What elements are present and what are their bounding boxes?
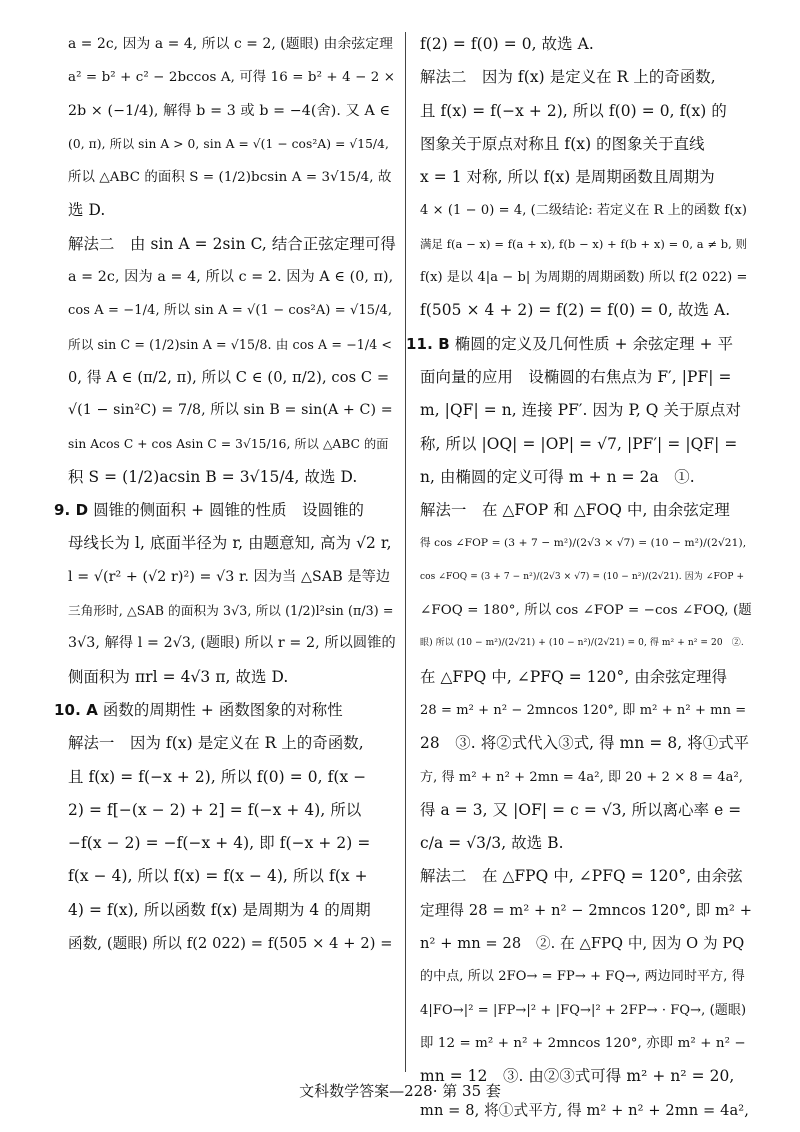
text-line: m, |QF| = n, 连接 PF′. 因为 P, Q 关于原点对 [420, 401, 741, 420]
text-line: 函数, (题眼) 所以 f(2 022) = f(505 × 4 + 2) = [68, 935, 393, 953]
text-line: f(x) 是以 4|a − b| 为周期的周期函数) 所以 f(2 022) = [420, 270, 748, 286]
text-line: −f(x − 2) = −f(−x + 4), 即 f(−x + 2) = [68, 834, 371, 853]
text-line: 解法二 由 sin A = 2sin C, 结合正弦定理可得 [68, 234, 396, 253]
question-topic: 椭圆的定义及几何性质 + 余弦定理 + 平 [454, 334, 734, 353]
text-line: mn = 12 ③. 由②③式可得 m² + n² = 20, [420, 1067, 735, 1086]
text-line: l = √(r² + (√2 r)²) = √3 r. 因为当 △SAB 是等边 [68, 568, 391, 585]
text-line: 0, 得 A ∈ (π/2, π), 所以 C ∈ (0, π/2), cos C = [68, 368, 390, 386]
column-divider [405, 32, 406, 1072]
text-line: 解法二 因为 f(x) 是定义在 R 上的奇函数, [420, 68, 716, 87]
question-number: 9. D [54, 501, 89, 520]
text-line: 4 × (1 − 0) = 4, (二级结论: 若定义在 R 上的函数 f(x) [420, 203, 748, 219]
text-line: 眼) 所以 (10 − m²)/(2√21) + (10 − n²)/(2√21) = 0, 得 m² + n² = 20 ②. [420, 638, 744, 649]
text-line: 解法二 在 △FPQ 中, ∠PFQ = 120°, 由余弦 [420, 867, 743, 886]
text-line: 4|FO→|² = |FP→|² + |FQ→|² + 2FP→ · FQ→, (题眼) [420, 1002, 747, 1018]
text-line: 解法一 在 △FOP 和 △FOQ 中, 由余弦定理 [420, 501, 730, 520]
text-line: 28 = m² + n² − 2mncos 120°, 即 m² + n² + mn = [420, 702, 747, 718]
text-line: cos ∠FOQ = (3 + 7 − n²)/(2√3 × √7) = (10 − n²)/(2√21). 因为 ∠FOP + [420, 571, 745, 582]
text-line: a = 2c, 因为 a = 4, 所以 c = 2, (题眼) 由余弦定理 [68, 36, 394, 52]
text-line: 母线长为 l, 底面半径为 r, 由题意知, 高为 √2 r, [68, 534, 392, 553]
text-line: 得 cos ∠FOP = (3 + 7 − m²)/(2√3 × √7) = (10 − m²)/(2√21), [420, 537, 747, 550]
question-number: 11. B [406, 334, 450, 353]
text-line: 方, 得 m² + n² + 2mn = 4a², 即 20 + 2 × 8 = 4a², [420, 769, 744, 785]
text-line: 28 ③. 将②式代入③式, 得 mn = 8, 将①式平 [420, 734, 750, 753]
text-line: cos A = −1/4, 所以 sin A = √(1 − cos²A) = √15/4, [68, 303, 393, 319]
text-line: f(505 × 4 + 2) = f(2) = f(0) = 0, 故选 A. [420, 301, 731, 320]
text-line: 即 12 = m² + n² + 2mncos 120°, 亦即 m² + n² − [420, 1035, 746, 1051]
text-line: 面向量的应用 设椭圆的右焦点为 F′, |PF| = [420, 367, 732, 386]
text-line: f(2) = f(0) = 0, 故选 A. [420, 35, 594, 53]
text-line: a² = b² + c² − 2bccos A, 可得 16 = b² + 4 − 2 × [68, 70, 396, 86]
text-line: 称, 所以 |OQ| = |OP| = √7, |PF′| = |QF| = [420, 434, 738, 453]
question-11-heading [406, 328, 752, 361]
text-line: 图象关于原点对称且 f(x) 的图象关于直线 [420, 134, 705, 153]
text-line: 3√3, 解得 l = 2√3, (题眼) 所以 r = 2, 所以圆锥的 [68, 635, 396, 652]
text-line: 侧面积为 πrl = 4√3 π, 故选 D. [68, 667, 289, 686]
text-line: f(x − 4), 所以 f(x) = f(x − 4), 所以 f(x + [68, 867, 368, 886]
text-line: x = 1 对称, 所以 f(x) 是周期函数且周期为 [420, 168, 715, 187]
text-line: 2) = f[−(x − 2) + 2] = f(−x + 4), 所以 [68, 800, 362, 819]
text-line: 且 f(x) = f(−x + 2), 所以 f(0) = 0, f(x − [68, 767, 367, 786]
left-column [54, 28, 396, 960]
text-line: √(1 − sin²C) = 7/8, 所以 sin B = sin(A + C) = [68, 402, 393, 419]
text-line: 且 f(x) = f(−x + 2), 所以 f(0) = 0, f(x) 的 [420, 101, 727, 120]
text-line: 定理得 28 = m² + n² − 2mncos 120°, 即 m² + [420, 901, 752, 919]
text-line: 解法一 因为 f(x) 是定义在 R 上的奇函数, [68, 734, 364, 753]
question-10-heading [54, 694, 396, 727]
text-line: ∠FOQ = 180°, 所以 cos ∠FOP = −cos ∠FOQ, (题 [420, 603, 752, 619]
text-line: n, 由椭圆的定义可得 m + n = 2a ①. [420, 467, 695, 486]
text-line: 4) = f(x), 所以函数 f(x) 是周期为 4 的周期 [68, 900, 371, 919]
right-column [406, 28, 752, 1127]
text-line: 所以 △ABC 的面积 S = (1/2)bcsin A = 3√15/4, 故 [68, 170, 392, 186]
question-9-heading [54, 494, 396, 527]
question-number: 10. A [54, 700, 98, 719]
text-line: mn = 8, 将①式平方, 得 m² + n² + 2mn = 4a², [420, 1101, 749, 1119]
text-line: 的中点, 所以 2FO→ = FP→ + FQ→, 两边同时平方, 得 [420, 969, 745, 985]
text-line: c/a = √3/3, 故选 B. [420, 834, 564, 853]
text-line: 三角形时, △SAB 的面积为 3√3, 所以 (1/2)l²sin (π/3) = [68, 603, 394, 619]
text-line: a = 2c, 因为 a = 4, 所以 c = 2. 因为 A ∈ (0, π), [68, 269, 394, 286]
text-line: 所以 sin C = (1/2)sin A = √15/8. 由 cos A = −1/4 < [68, 336, 393, 352]
text-line: 积 S = (1/2)acsin B = 3√15/4, 故选 D. [68, 467, 358, 486]
text-line: sin Acos C + cos Asin C = 3√15/16, 所以 △ABC 的面 [68, 436, 389, 451]
text-line: 得 a = 3, 又 |OF| = c = √3, 所以离心率 e = [420, 800, 742, 819]
question-topic: 圆锥的侧面积 + 圆锥的性质 设圆锥的 [93, 501, 365, 520]
page-footer: 文科数学答案—228· 第 35 套 [299, 1082, 501, 1100]
text-line: 选 D. [68, 201, 106, 220]
text-line: 2b × (−1/4), 解得 b = 3 或 b = −4(舍). 又 A ∈ [68, 102, 391, 119]
text-line: 满足 f(a − x) = f(a + x), f(b − x) + f(b + x) = 0, a ≠ b, 则 [420, 236, 748, 251]
text-line: n² + mn = 28 ②. 在 △FPQ 中, 因为 O 为 PQ [420, 935, 745, 953]
question-topic: 函数的周期性 + 函数图象的对称性 [102, 700, 343, 719]
text-line: (0, π), 所以 sin A > 0, sin A = √(1 − cos²A) = √15/4, [68, 136, 389, 151]
text-line: 在 △FPQ 中, ∠PFQ = 120°, 由余弦定理得 [420, 667, 728, 686]
